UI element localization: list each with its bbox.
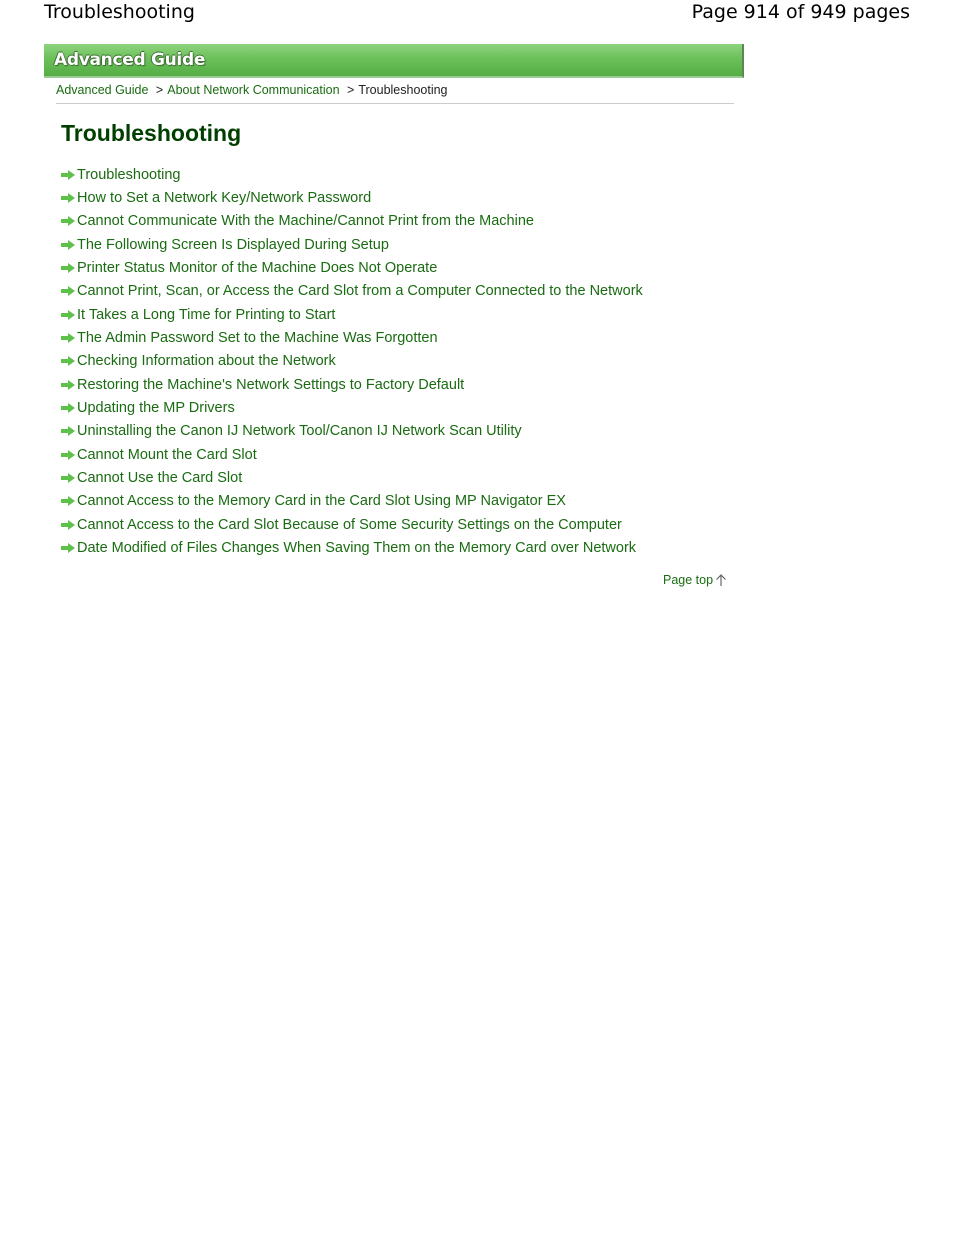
topic-link[interactable]: It Takes a Long Time for Printing to Start — [77, 306, 336, 323]
right-arrow-icon — [60, 239, 76, 251]
breadcrumb-link-about-network-communication[interactable]: About Network Communication — [167, 83, 340, 97]
page-title: Troubleshooting — [61, 120, 242, 146]
list-item — [60, 326, 643, 349]
section-banner — [44, 44, 744, 78]
right-arrow-icon — [60, 495, 76, 507]
right-arrow-icon — [60, 169, 76, 181]
list-item — [60, 490, 643, 513]
right-arrow-icon — [60, 262, 76, 274]
right-arrow-icon — [60, 332, 76, 344]
list-item — [60, 420, 643, 443]
list-item — [60, 466, 643, 489]
right-arrow-icon — [60, 449, 76, 461]
right-arrow-icon — [60, 192, 76, 204]
list-item — [60, 256, 643, 279]
page-top-label: Page top — [663, 573, 714, 587]
topic-link[interactable]: Uninstalling the Canon IJ Network Tool/Canon IJ Network Scan Utility — [77, 423, 522, 440]
list-item — [60, 186, 643, 209]
breadcrumb — [56, 83, 734, 104]
list-item — [60, 373, 643, 396]
right-arrow-icon — [60, 355, 76, 367]
right-arrow-icon — [60, 215, 76, 227]
breadcrumb-separator: > — [347, 83, 355, 97]
topic-link[interactable]: Cannot Access to the Memory Card in the Card Slot Using MP Navigator EX — [77, 493, 566, 510]
list-item — [60, 280, 643, 303]
right-arrow-icon — [60, 379, 76, 391]
breadcrumb-current: Troubleshooting — [358, 83, 448, 97]
topic-link[interactable]: The Following Screen Is Displayed During Setup — [77, 236, 389, 253]
document-title: Troubleshooting — [44, 1, 195, 23]
topic-link-list — [60, 163, 643, 560]
right-arrow-icon — [60, 425, 76, 437]
topic-link[interactable]: Cannot Communicate With the Machine/Cannot Print from the Machine — [77, 213, 534, 230]
list-item — [60, 350, 643, 373]
list-item — [60, 233, 643, 256]
topic-link[interactable]: Cannot Use the Card Slot — [77, 470, 243, 487]
list-item — [60, 210, 643, 233]
breadcrumb-separator: > — [155, 83, 164, 97]
list-item — [60, 396, 643, 419]
topic-link[interactable]: Date Modified of Files Changes When Saving Them on the Memory Card over Network — [77, 540, 637, 557]
topic-link[interactable]: Troubleshooting — [77, 166, 181, 183]
topic-link[interactable]: Restoring the Machine's Network Settings to Factory Default — [77, 376, 465, 393]
page-number: Page 914 of 949 pages — [691, 1, 910, 23]
right-arrow-icon — [60, 309, 76, 321]
page-top-link[interactable] — [663, 573, 727, 587]
topic-link[interactable]: Cannot Access to the Card Slot Because of Some Security Settings on the Computer — [77, 516, 622, 533]
list-item — [60, 443, 643, 466]
banner-title: Advanced Guide — [54, 50, 206, 70]
right-arrow-icon — [60, 472, 76, 484]
right-arrow-icon — [60, 402, 76, 414]
right-arrow-icon — [60, 542, 76, 554]
list-item — [60, 513, 643, 536]
up-arrow-icon — [715, 574, 727, 587]
topic-link[interactable]: The Admin Password Set to the Machine Was Forgotten — [77, 330, 438, 347]
breadcrumb-link-advanced-guide[interactable]: Advanced Guide — [56, 83, 149, 97]
running-header — [44, 0, 910, 26]
list-item — [60, 163, 643, 186]
right-arrow-icon — [60, 519, 76, 531]
topic-link[interactable]: Printer Status Monitor of the Machine Does Not Operate — [77, 260, 438, 277]
topic-link[interactable]: Cannot Mount the Card Slot — [77, 446, 257, 463]
topic-link[interactable]: Cannot Print, Scan, or Access the Card Slot from a Computer Connected to the Network — [77, 283, 643, 300]
list-item — [60, 537, 643, 560]
list-item — [60, 303, 643, 326]
right-arrow-icon — [60, 285, 76, 297]
topic-link[interactable]: Checking Information about the Network — [77, 353, 336, 370]
topic-link[interactable]: How to Set a Network Key/Network Password — [77, 190, 372, 207]
topic-link[interactable]: Updating the MP Drivers — [77, 400, 235, 417]
